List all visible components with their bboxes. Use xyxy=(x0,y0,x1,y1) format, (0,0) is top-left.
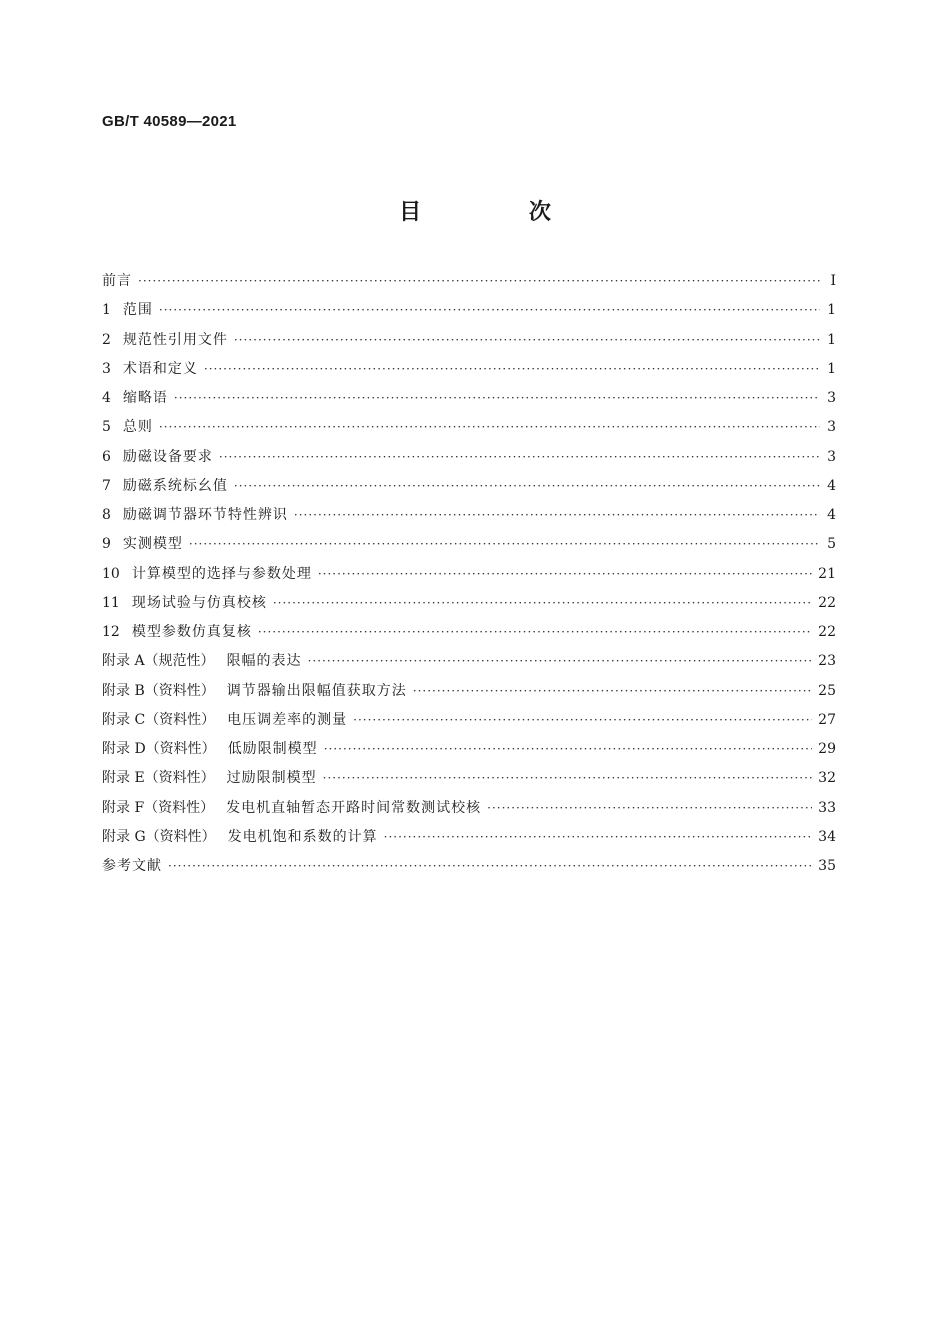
toc-entry-number: 附录 C（资料性） xyxy=(102,711,216,728)
toc-entry-number: 2 xyxy=(102,331,111,348)
toc-entry-label: 过励限制模型 xyxy=(226,770,317,787)
toc-entry-page: 35 xyxy=(818,858,836,874)
toc-entry-number: 10 xyxy=(102,565,120,582)
toc-entry-label: 限幅的表达 xyxy=(226,653,302,670)
toc-entry-number: 5 xyxy=(102,419,111,436)
toc-entry-page: 1 xyxy=(827,360,836,377)
toc-entry-label: 模型参数仿真复核 xyxy=(131,624,252,640)
toc-entry-number: 附录 D（资料性） xyxy=(102,741,216,757)
toc-dot-leader xyxy=(258,625,812,639)
toc-dot-leader xyxy=(159,420,820,434)
toc-dot-leader xyxy=(174,391,820,405)
toc-entry-number: 4 xyxy=(102,390,111,406)
toc-entry-label: 总则 xyxy=(122,419,153,436)
toc-entry-page: 21 xyxy=(818,565,836,582)
toc-entry-label: 电压调差率的测量 xyxy=(227,711,348,728)
toc-entry[interactable] xyxy=(102,299,836,328)
toc-entry[interactable] xyxy=(102,738,836,767)
toc-dot-leader xyxy=(413,684,812,698)
toc-entry-number: 附录 E（资料性） xyxy=(102,770,215,787)
toc-entry-page: 25 xyxy=(818,682,836,699)
toc-entry-number: 1 xyxy=(102,302,111,319)
toc-dot-leader xyxy=(308,654,813,668)
toc-entry-page: 27 xyxy=(818,711,836,728)
toc-entry[interactable] xyxy=(102,563,836,592)
toc-entry-label: 发电机饱和系数的计算 xyxy=(227,828,378,845)
toc-dot-leader xyxy=(353,713,812,727)
toc-entry-label: 励磁系统标幺值 xyxy=(122,477,228,494)
toc-entry-page: 23 xyxy=(818,653,836,670)
toc-entry-number: 8 xyxy=(102,507,111,523)
toc-dot-leader xyxy=(294,508,820,522)
toc-entry-number: 附录 A（规范性） xyxy=(102,653,215,670)
toc-entry-page: Ⅰ xyxy=(830,273,836,289)
toc-entry-number: 6 xyxy=(102,448,111,465)
toc-entry-label: 术语和定义 xyxy=(122,360,198,377)
toc-entry-label: 参考文献 xyxy=(102,858,162,874)
toc-entry[interactable] xyxy=(102,358,836,387)
toc-entry[interactable] xyxy=(102,826,836,855)
toc-entry[interactable] xyxy=(102,855,836,884)
toc-dot-leader xyxy=(318,567,812,581)
toc-entry-page: 1 xyxy=(827,302,836,319)
toc-entry[interactable] xyxy=(102,387,836,416)
toc-entry-number: 附录 F（资料性） xyxy=(102,799,215,816)
toc-entry[interactable] xyxy=(102,709,836,738)
toc-entry[interactable] xyxy=(102,592,836,621)
toc-entry-label: 励磁设备要求 xyxy=(122,448,213,465)
toc-entry-label: 实测模型 xyxy=(122,536,183,553)
toc-dot-leader xyxy=(234,333,820,347)
toc-entry[interactable] xyxy=(102,533,836,562)
toc-dot-leader xyxy=(138,274,820,288)
page-title: 目 次 xyxy=(399,200,601,225)
toc-entry-page: 3 xyxy=(827,448,836,465)
toc-entry-label: 调节器输出限幅值获取方法 xyxy=(226,682,407,699)
toc-entry-page: 3 xyxy=(827,390,836,406)
toc-entry-page: 4 xyxy=(827,477,836,494)
toc-entry[interactable] xyxy=(102,270,836,299)
toc-entry[interactable] xyxy=(102,416,836,445)
toc-dot-leader xyxy=(189,537,820,551)
toc-entry-number: 11 xyxy=(102,594,120,611)
toc-entry[interactable] xyxy=(102,680,836,709)
toc-entry-label: 前言 xyxy=(102,273,132,289)
toc-entry-number: 9 xyxy=(102,536,111,553)
toc-entry-page: 34 xyxy=(818,828,836,845)
toc-entry[interactable] xyxy=(102,621,836,650)
toc-entry[interactable] xyxy=(102,475,836,504)
toc-dot-leader xyxy=(168,859,812,873)
toc-entry-number: 附录 B（资料性） xyxy=(102,682,215,699)
toc-entry-page: 22 xyxy=(818,594,836,611)
toc-dot-leader xyxy=(159,303,820,317)
toc-entry[interactable] xyxy=(102,504,836,533)
toc-entry-label: 缩略语 xyxy=(122,390,168,406)
toc-dot-leader xyxy=(324,742,812,756)
toc-entry-label: 范围 xyxy=(122,302,153,319)
toc-dot-leader xyxy=(487,801,812,815)
toc-entry-number: 12 xyxy=(102,624,120,640)
toc-entry[interactable] xyxy=(102,767,836,796)
toc-dot-leader xyxy=(234,479,820,493)
toc-dot-leader xyxy=(384,830,813,844)
toc-entry[interactable] xyxy=(102,446,836,475)
toc-entry-label: 计算模型的选择与参数处理 xyxy=(131,565,312,582)
toc-dot-leader xyxy=(323,771,813,785)
table-of-contents xyxy=(102,270,836,884)
toc-entry-page: 3 xyxy=(827,419,836,436)
toc-entry-label: 低励限制模型 xyxy=(227,741,318,757)
toc-entry-label: 规范性引用文件 xyxy=(122,331,228,348)
toc-entry-number: 附录 G（资料性） xyxy=(102,828,216,845)
standard-code: GB/T 40589—2021 xyxy=(102,113,237,130)
toc-dot-leader xyxy=(273,596,812,610)
toc-entry-page: 4 xyxy=(827,507,836,523)
toc-entry-page: 5 xyxy=(827,536,836,553)
toc-entry-label: 励磁调节器环节特性辨识 xyxy=(122,507,288,523)
toc-entry-page: 22 xyxy=(818,624,836,640)
toc-entry-page: 29 xyxy=(818,741,836,757)
toc-entry-page: 32 xyxy=(818,770,836,787)
toc-entry-page: 33 xyxy=(818,799,836,816)
toc-entry-page: 1 xyxy=(827,331,836,348)
toc-entry-number: 7 xyxy=(102,477,111,494)
toc-entry-label: 发电机直轴暂态开路时间常数测试校核 xyxy=(226,799,482,816)
toc-entry[interactable] xyxy=(102,329,836,358)
toc-entry-number: 3 xyxy=(102,360,111,377)
toc-entry[interactable] xyxy=(102,650,836,679)
toc-entry[interactable] xyxy=(102,797,836,826)
toc-dot-leader xyxy=(204,362,820,376)
toc-entry-label: 现场试验与仿真校核 xyxy=(131,594,267,611)
toc-dot-leader xyxy=(219,450,820,464)
